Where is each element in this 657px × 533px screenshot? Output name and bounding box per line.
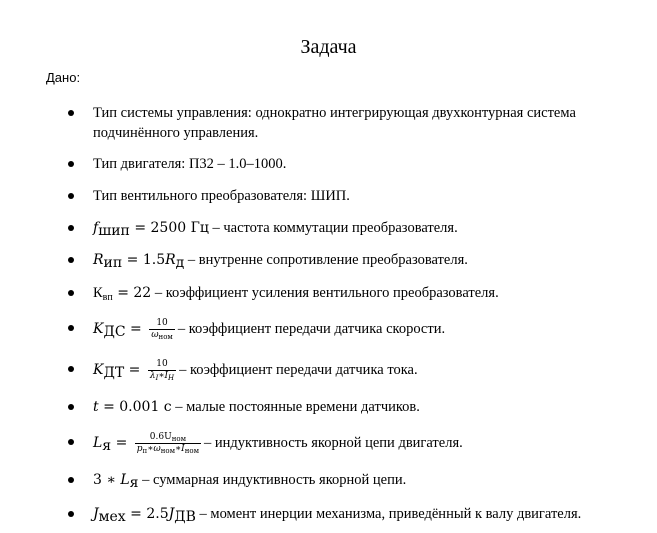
- item-text: $f_{шип} = 2500$ Гц – частота коммутации преобразователя.: [93, 220, 458, 239]
- bullet-icon: [68, 325, 74, 331]
- item-text: $К_{вп} = 22$ – коэффициент усиления вентильного преобразователя.: [93, 285, 499, 303]
- item-text: $K_{ДТ}$ = $\frac{10}{\lambda_I∗I_H}$ – коэффициент передачи датчика тока.: [93, 359, 418, 382]
- fraction: $\frac{10}{\omega_{ном}}$: [151, 318, 173, 341]
- bullet-icon: [68, 161, 74, 167]
- item-text: t = 0.001 с – малые постоянные времени датчиков.: [93, 399, 420, 415]
- given-label: Дано:: [46, 70, 81, 85]
- bullet-icon: [68, 477, 74, 483]
- bullet-icon: [68, 366, 74, 372]
- bullet-icon: [68, 225, 74, 231]
- item-text: $L_я$ = $\frac{0.6U_{ном}}{p_п∗\omega_{ном}∗I_{ном}}$ – индуктивность якорной цепи двигателя.: [93, 432, 463, 455]
- fraction: $\frac{0.6U_{ном}}{p_п∗\omega_{ном}∗I_{ном}}$: [136, 432, 200, 455]
- item-text: 3 ∗ $L_я$ – суммарная индуктивность якорной цепи.: [93, 472, 407, 491]
- bullet-icon: [68, 257, 74, 263]
- bullet-icon: [68, 511, 74, 517]
- bullet-icon: [68, 290, 74, 296]
- bullet-icon: [68, 193, 74, 199]
- bullet-icon: [68, 404, 74, 410]
- document-title: Задача: [300, 36, 357, 58]
- item-text: Тип системы управления: однократно интегрирующая двухконтурная система подчинённого управления.: [93, 105, 576, 141]
- item-text: Тип двигателя: П32 – 1.0–1000.: [93, 156, 287, 172]
- bullet-icon: [68, 110, 74, 116]
- item-text: $K_{ДС}$ = $\frac{10}{\omega_{ном}}$ – коэффициент передачи датчика скорости.: [93, 318, 446, 341]
- item-text: $J_{мех} = 2.5J_{ДВ}$ – момент инерции механизма, приведённый к валу двигателя.: [93, 506, 582, 525]
- bullet-icon: [68, 439, 74, 445]
- fraction: $\frac{10}{\lambda_I∗I_H}$: [149, 359, 175, 382]
- item-text: $R_{ип} = 1.5R_д$ – внутренне сопротивление преобразователя.: [93, 252, 468, 271]
- item-text: Тип вентильного преобразователя: ШИП.: [93, 188, 350, 204]
